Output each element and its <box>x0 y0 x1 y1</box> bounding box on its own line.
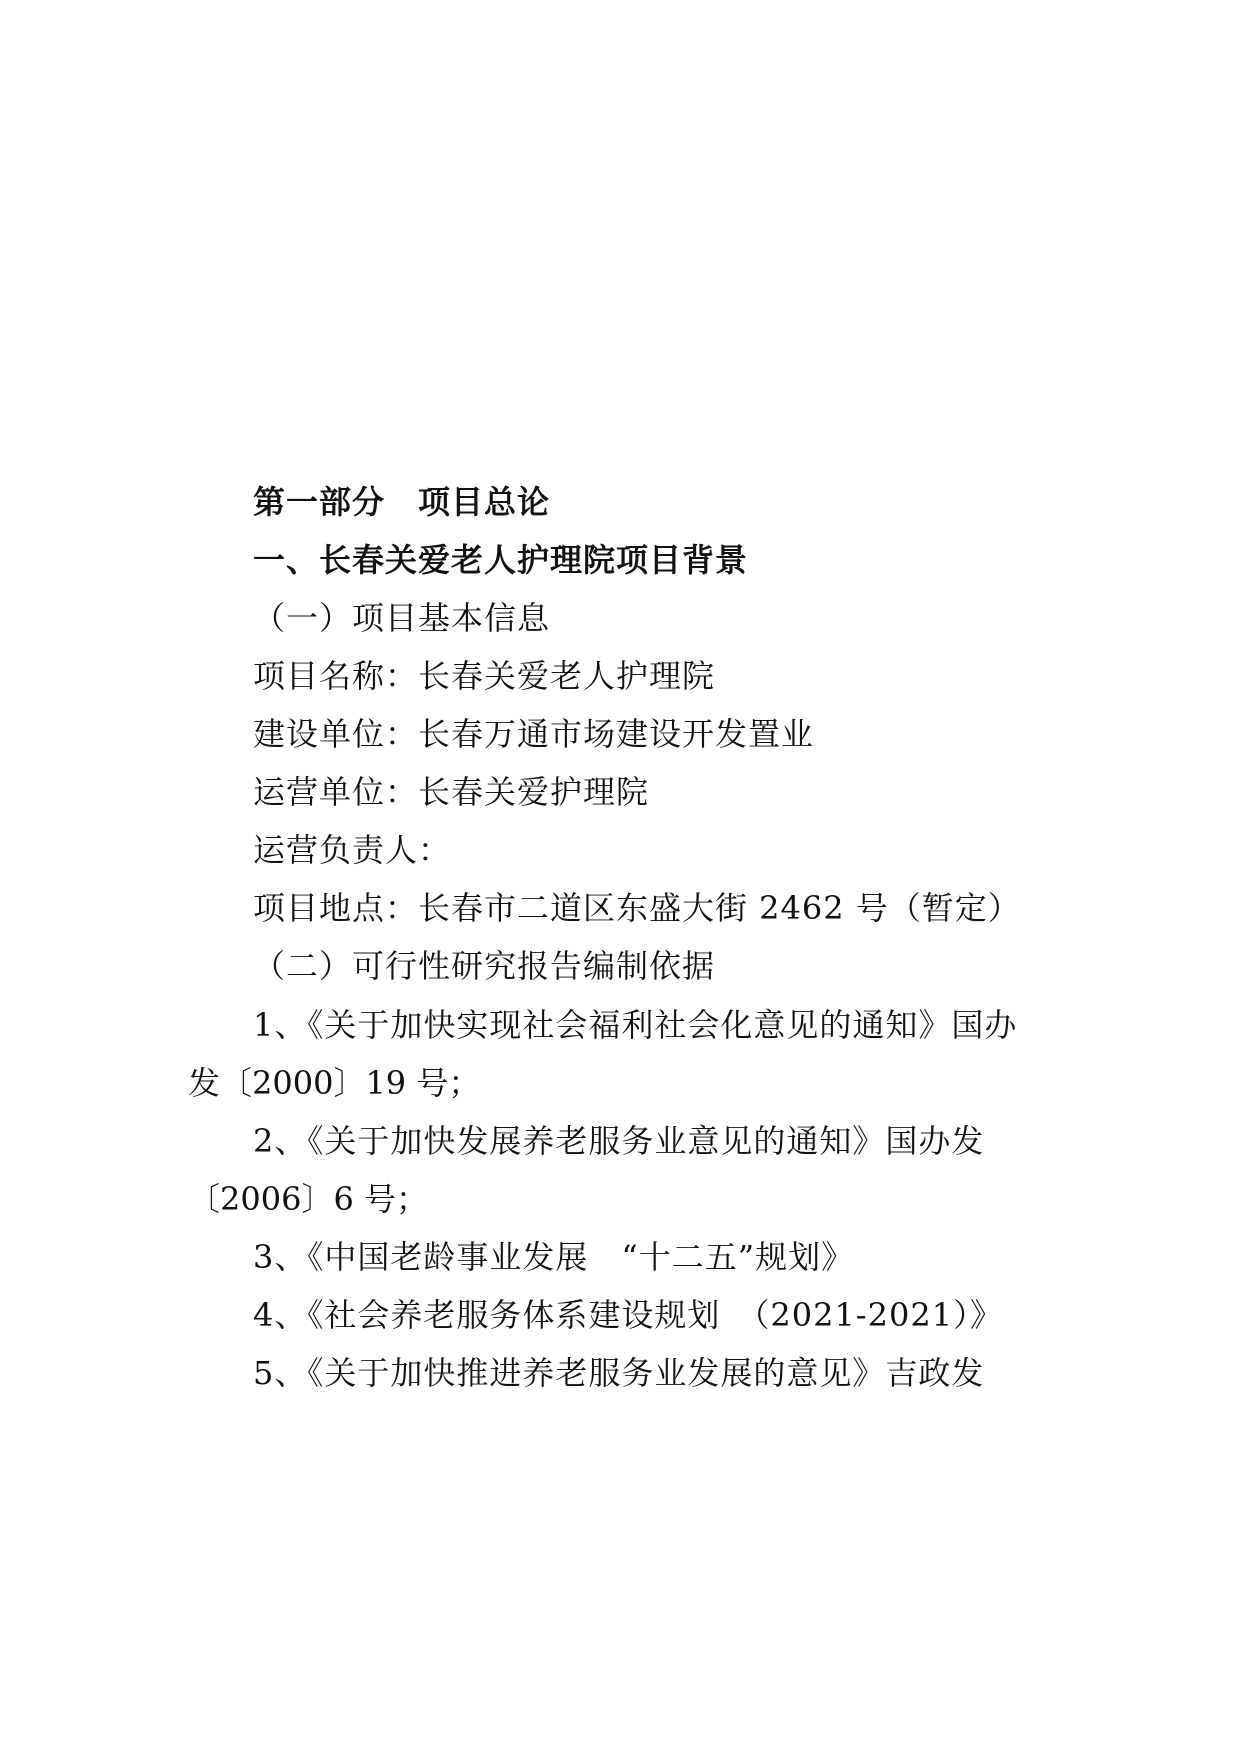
part-title: 第一部分 项目总论 <box>253 483 551 521</box>
basis-item-1-line-2: 发〔2000〕19 号； <box>188 1064 481 1102</box>
section-title: 一、长春关爱老人护理院项目背景 <box>253 541 749 579</box>
subsection-title-basis: （二）可行性研究报告编制依据 <box>253 947 716 985</box>
basis-item-2-line-2: 〔2006〕6 号； <box>188 1180 428 1218</box>
operator-line: 运营单位：长春关爱护理院 <box>253 773 650 811</box>
basis-item-4: 4、《社会养老服务体系建设规划 （2021-2021）》 <box>253 1296 1004 1334</box>
basis-item-2-line-1: 2、《关于加快发展养老服务业意见的通知》国办发 <box>253 1122 985 1160</box>
basis-item-1-line-1: 1、《关于加快实现社会福利社会化意见的通知》国办 <box>253 1006 1018 1044</box>
basis-item-3: 3、《中国老龄事业发展 “十二五”规划》 <box>253 1238 855 1276</box>
subsection-title-basic-info: （一）项目基本信息 <box>253 599 551 637</box>
manager-line: 运营负责人： <box>253 831 452 869</box>
project-name-line: 项目名称：长春关爱老人护理院 <box>253 657 716 695</box>
location-line: 项目地点：长春市二道区东盛大街 2462 号（暂定） <box>253 889 1021 927</box>
builder-line: 建设单位：长春万通市场建设开发置业 <box>253 715 815 753</box>
basis-item-5-line-1: 5、《关于加快推进养老服务业发展的意见》吉政发 <box>253 1354 985 1392</box>
